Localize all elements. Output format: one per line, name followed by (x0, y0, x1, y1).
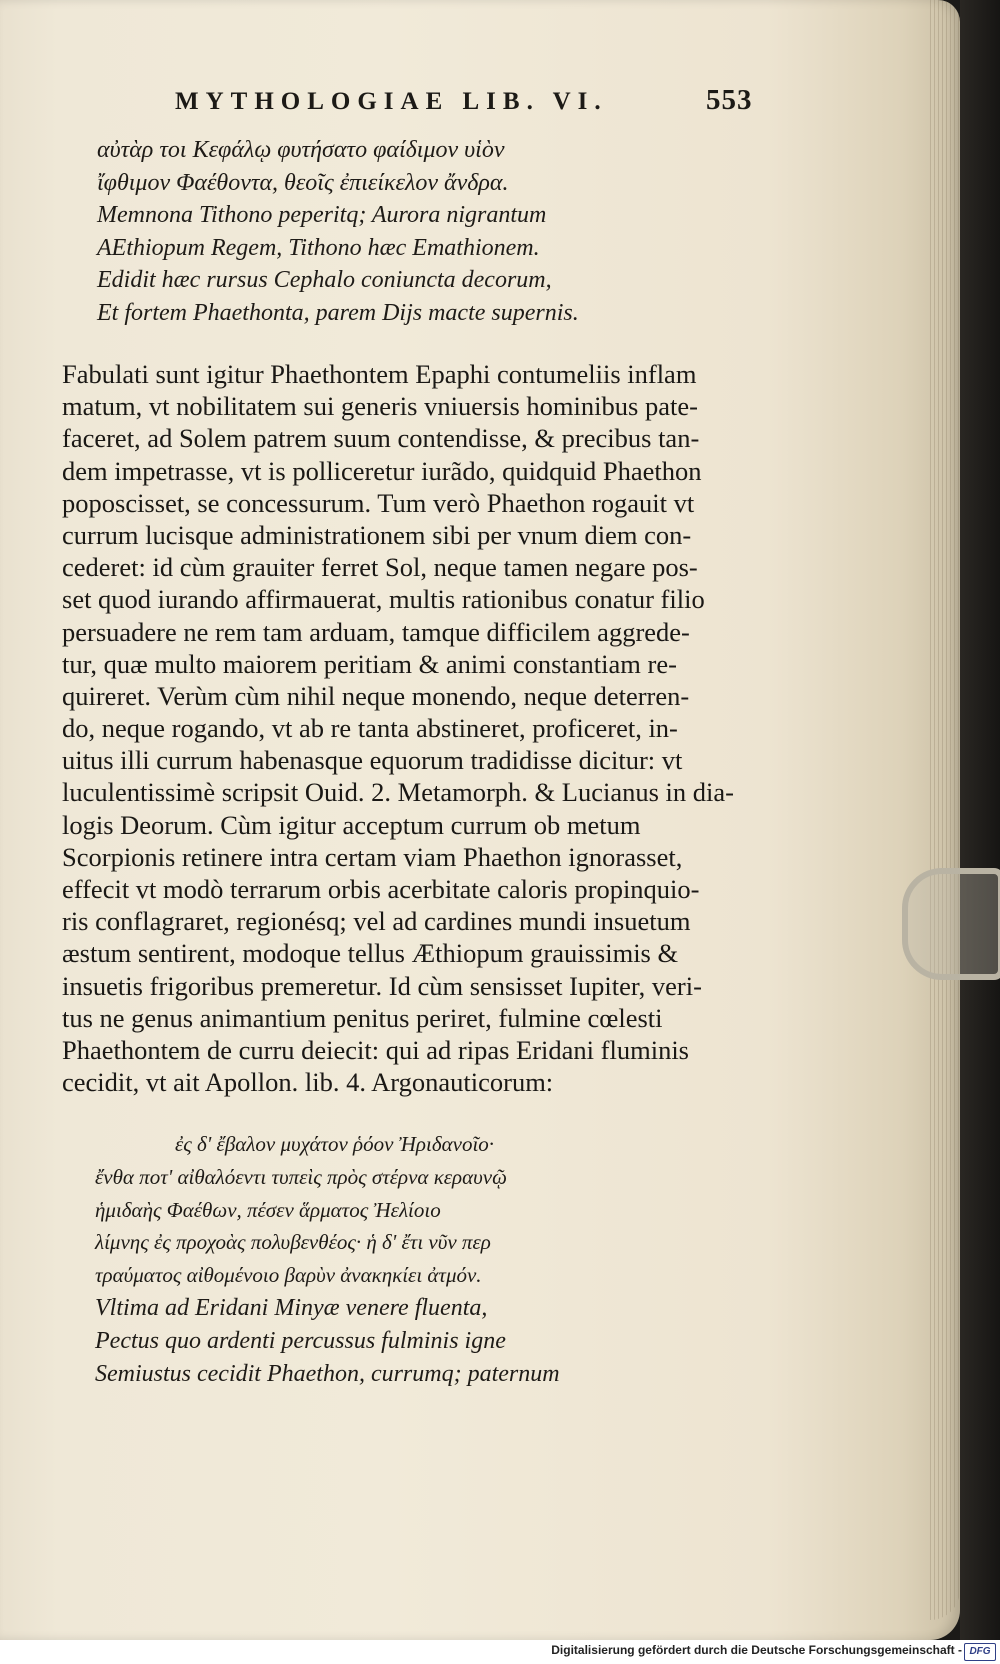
verse-line: AEthiopum Regem, Tithono hæc Emathionem. (97, 234, 540, 261)
running-title: MYTHOLOGIAE LIB. VI. (175, 88, 608, 115)
text-line: insuetis frigoribus premeretur. Id cùm sensisset Iupiter, veri- (62, 970, 702, 1001)
verse-line: αὐτὰρ τοι Κεφάλῳ φυτήσατο φαίδιμον υἱὸν (97, 137, 505, 163)
page-header (0, 84, 930, 128)
greek-verse-line: τραύματος αἰθομένοιο βαρὺν ἀνακηκίει ἀτμόν. (95, 1263, 482, 1288)
latin-verse-line: Semiustus cecidit Phaethon, currumq; paternum (95, 1360, 560, 1387)
page-number: 553 (706, 84, 753, 116)
text-line: persuadere ne rem tam arduam, tamque difficilem aggrede- (62, 616, 690, 647)
book-edge (960, 0, 1000, 1664)
verse-line: Memnona Tithono peperitq; Aurora nigrantum (97, 202, 547, 228)
text-line: uitus illi currum habenasque equorum tradidisse dicitur: vt (62, 745, 683, 776)
page-edges (930, 0, 960, 1620)
verse-line: Edidit hæc rursus Cephalo coniuncta decorum, (97, 267, 552, 293)
text-line: ris conflagraret, regionésq; vel ad cardines mundi insuetum (62, 906, 691, 937)
text-line: dem impetrasse, vt is polliceretur iurãdo, quidquid Phaethon (62, 455, 702, 486)
text-line: luculentissimè scripsit Ouid. 2. Metamorph. & Lucianus in dia- (62, 777, 734, 808)
text-line: set quod iurando affirmauerat, multis rationibus conatur filio (62, 584, 705, 615)
text-line: matum, vt nobilitatem sui generis vniuersis hominibus pate- (62, 391, 698, 422)
verse-block-bottom (95, 1128, 560, 1390)
text-line: logis Deorum. Cùm igitur acceptum currum ob metum (62, 809, 641, 840)
text-line: Phaethontem de curru deiecit: qui ad ripas Eridani fluminis (62, 1034, 689, 1065)
text-line: quireret. Verùm cùm nihil neque monendo, neque deterren- (62, 680, 690, 711)
verse-block-top (97, 134, 579, 329)
latin-verse-line: Vltima ad Eridani Minyæ venere fluenta, (95, 1294, 488, 1321)
text-line: faceret, ad Solem patrem suum contendisse, & precibus tan- (62, 423, 700, 454)
text-line: Fabulati sunt igitur Phaethontem Epaphi contumeliis inflam (62, 359, 697, 389)
text-line: Scorpionis retinere intra certam viam Phaethon ignorasset, (62, 841, 683, 872)
text-line: tur, quæ multo maiorem peritiam & animi constantiam re- (62, 648, 677, 679)
text-line: poposcisset, se concessurum. Tum verò Phaethon rogauit vt (62, 487, 695, 518)
text-line: do, neque rogando, vt ab re tanta abstineret, proficeret, in- (62, 713, 678, 744)
text-line: cederet: id cùm grauiter ferret Sol, neque tamen negare pos- (62, 552, 698, 583)
text-line: effecit vt modò terrarum orbis acerbitate caloris propinquio- (62, 874, 700, 904)
text-line: cecidit, vt ait Apollon. lib. 4. Argonauticorum: (62, 1067, 554, 1098)
greek-verse-line: ἔνθα ποτ' αἰθαλόεντι τυπεὶς πρὸς στέρνα κεραυνῷ (95, 1164, 507, 1189)
text-line: currum lucisque administrationem sibi per vnum diem con- (62, 519, 692, 550)
body-paragraph (62, 358, 752, 1098)
greek-verse-line: ἐς δ' ἔβαλον μυχάτον ῥόον Ἠριδανοῖο· (175, 1132, 495, 1156)
text-line: æstum sentirent, modoque tellus Æthiopum grauissimis & (62, 938, 679, 969)
dfg-logo: DFG (964, 1643, 996, 1661)
text-line: tus ne genus animantium penitus periret, fulmine cœlesti (62, 1002, 663, 1033)
verse-line: Et fortem Phaethonta, parem Dijs macte supernis. (97, 299, 579, 326)
footer-bar (0, 1640, 1000, 1664)
latin-verse-line: Pectus quo ardenti percussus fulminis igne (95, 1327, 506, 1354)
funding-credit: Digitalisierung gefördert durch die Deutsche Forschungsgemeinschaft - (551, 1643, 962, 1657)
greek-verse-line: λίμνης ἐς προχοὰς πολυβενθέος· ἡ δ' ἔτι νῦν περ (95, 1230, 491, 1255)
page-clip (902, 868, 1000, 980)
verse-line: ἴφθιμον Φαέθοντα, θεοῖς ἐπιείκελον ἄνδρα. (97, 169, 509, 196)
greek-verse-line: ἡμιδαὴς Φαέθων, πέσεν ἅρματος Ἠελίοιο (95, 1197, 441, 1222)
